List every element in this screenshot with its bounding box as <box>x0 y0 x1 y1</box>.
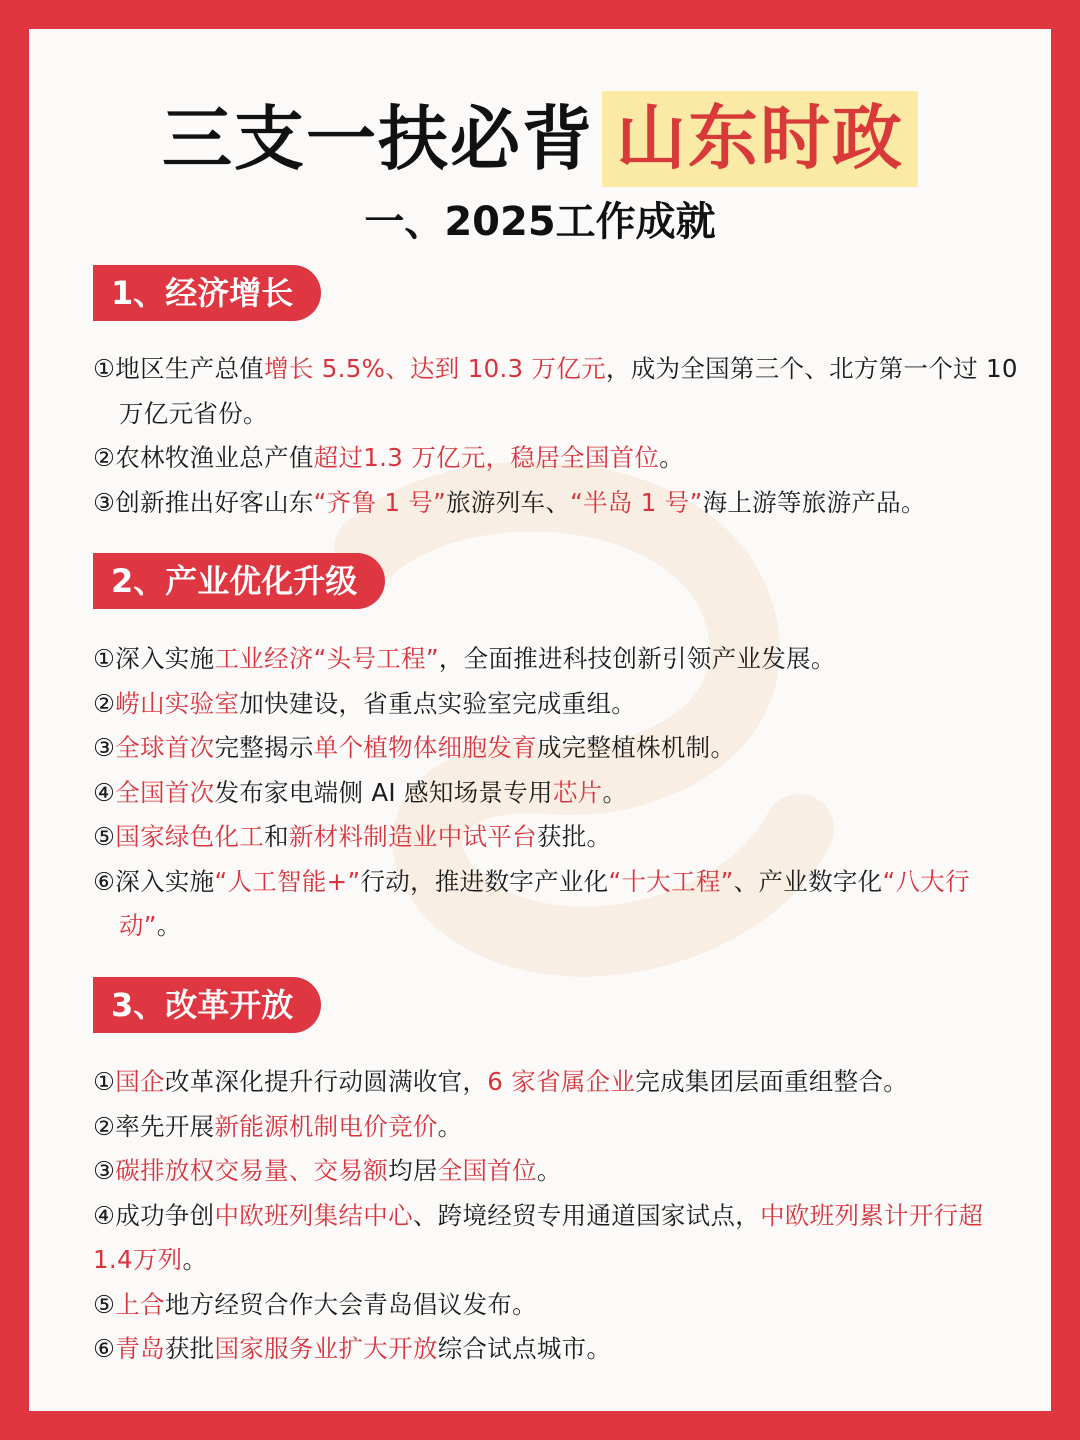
highlighted-text: “十大工程” <box>608 866 734 896</box>
highlighted-text: 超过1.3 万亿元，稳居全国首位 <box>313 443 660 472</box>
text-segment: 、产业数字化 <box>733 866 883 896</box>
text-segment: ②率先开展 <box>93 1111 215 1141</box>
text-segment: ③ <box>93 1156 116 1185</box>
highlighted-text: 碳排放权交易量、交易额 <box>115 1156 389 1185</box>
list-item <box>93 1283 1023 1328</box>
list-item <box>93 1327 1023 1372</box>
text-segment: 加快建设，省重点实验室完成重组。 <box>239 688 637 718</box>
text-segment: 完成集团层面重组整合。 <box>635 1067 909 1096</box>
highlighted-text: “八大行动” <box>119 866 970 940</box>
section-badge-economic-growth: 1、经济增长 <box>93 265 321 321</box>
text-segment: ⑤ <box>93 1289 116 1319</box>
text-segment: 。 <box>437 1111 463 1141</box>
text-segment: 旅游列车、 <box>446 487 571 517</box>
highlighted-text: “人工智能+” <box>214 866 361 896</box>
highlighted-text: 全国首位 <box>437 1156 537 1185</box>
text-segment: 。 <box>182 1245 208 1274</box>
highlighted-text: 中欧班列累计开行超 1.4万列 <box>93 1200 984 1274</box>
list-item <box>93 637 1023 682</box>
list-item <box>93 1194 1023 1283</box>
text-segment: 。 <box>602 777 628 807</box>
highlighted-text: 国家绿色化工 <box>115 822 265 851</box>
section-badge-industry-upgrade: 2、产业优化升级 <box>93 553 385 609</box>
text-segment: 均居 <box>388 1156 438 1185</box>
text-segment: ④成功争创 <box>93 1200 215 1230</box>
section-badge-reform-opening: 3、改革开放 <box>93 977 321 1033</box>
text-segment: ⑥深入实施 <box>93 866 215 896</box>
highlighted-text: “半岛 1 号” <box>570 487 703 517</box>
text-segment: ④ <box>93 777 116 807</box>
highlighted-text: 全球首次 <box>115 733 215 762</box>
highlighted-text: 单个植物体细胞发育 <box>313 733 537 762</box>
highlighted-text: 6 家省属企业 <box>487 1067 636 1096</box>
highlighted-text: 中欧班列集结中心 <box>214 1200 413 1230</box>
text-segment: 改革深化提升行动圆满收官， <box>164 1067 488 1096</box>
text-segment: 海上游等旅游产品。 <box>702 487 926 517</box>
text-segment: ②农林牧渔业总产值 <box>93 443 314 472</box>
text-segment: 。 <box>536 1156 562 1185</box>
text-segment: 、跨境经贸专用通道国家试点， <box>412 1200 761 1230</box>
text-segment: ⑥ <box>93 1334 116 1363</box>
list-item <box>93 815 1023 860</box>
text-segment: ⑤ <box>93 822 116 851</box>
section-list-industry-upgrade <box>93 637 1023 949</box>
text-segment: 发布家电端侧 AI 感知场景专用 <box>214 777 553 807</box>
list-item <box>93 771 1023 816</box>
section-list-reform-opening <box>93 1060 1023 1372</box>
highlighted-text: 国家服务业扩大开放 <box>214 1334 438 1363</box>
title-highlight: 山东时政 <box>602 91 918 187</box>
text-segment: ①地区生产总值 <box>93 354 265 383</box>
text-segment: ① <box>93 1067 116 1096</box>
list-item <box>93 481 1023 526</box>
highlighted-text: 新能源机制电价竞价 <box>214 1111 438 1141</box>
highlighted-text: 崂山实验室 <box>115 688 240 718</box>
list-item <box>93 1060 1023 1105</box>
text-segment: ③ <box>93 733 116 762</box>
list-item <box>93 682 1023 727</box>
text-segment: 和 <box>264 822 289 851</box>
text-segment: ，成为全国第三个、北方第一个过 10 万亿元省份。 <box>119 354 1018 428</box>
list-item <box>93 1105 1023 1150</box>
text-segment: ，全面推进科技创新引领产业发展。 <box>438 644 836 673</box>
list-item <box>93 436 1023 481</box>
highlighted-text: 全国首次 <box>115 777 215 807</box>
text-segment: 完整揭示 <box>214 733 314 762</box>
section-list-economic-growth <box>93 347 1023 525</box>
text-segment: 综合试点城市。 <box>437 1334 612 1363</box>
list-item <box>93 347 1023 436</box>
text-segment: 。 <box>156 911 182 940</box>
title-main: 三支一扶必背 <box>162 97 594 180</box>
highlighted-text: 青岛 <box>115 1334 165 1363</box>
highlighted-text: 新材料制造业中试平台 <box>288 822 537 851</box>
text-segment: 获批 <box>164 1334 215 1363</box>
text-segment: ③创新推出好客山东 <box>93 487 314 517</box>
section-subtitle: 一、2025工作成就 <box>364 199 716 245</box>
highlighted-text: 工业经济“头号工程” <box>214 644 439 673</box>
page-title <box>29 89 1051 189</box>
text-segment: 。 <box>659 443 685 472</box>
highlighted-text: 芯片 <box>552 777 603 807</box>
list-item <box>93 1149 1023 1194</box>
poster-card <box>29 29 1051 1411</box>
highlighted-text: 国企 <box>115 1067 165 1096</box>
highlighted-text: 增长 5.5%、达到 10.3 万亿元 <box>264 354 606 383</box>
text-segment: 行动，推进数字产业化 <box>360 866 609 896</box>
text-segment: ② <box>93 688 116 718</box>
text-segment: 地方经贸合作大会青岛倡议发布。 <box>164 1289 537 1319</box>
highlighted-text: “齐鲁 1 号” <box>313 487 447 517</box>
text-segment: 成完整植株机制。 <box>536 733 736 762</box>
list-item <box>93 860 1023 949</box>
list-item <box>93 726 1023 771</box>
highlighted-text: 上合 <box>115 1289 165 1319</box>
text-segment: ①深入实施 <box>93 644 215 673</box>
text-segment: 获批。 <box>536 822 612 851</box>
